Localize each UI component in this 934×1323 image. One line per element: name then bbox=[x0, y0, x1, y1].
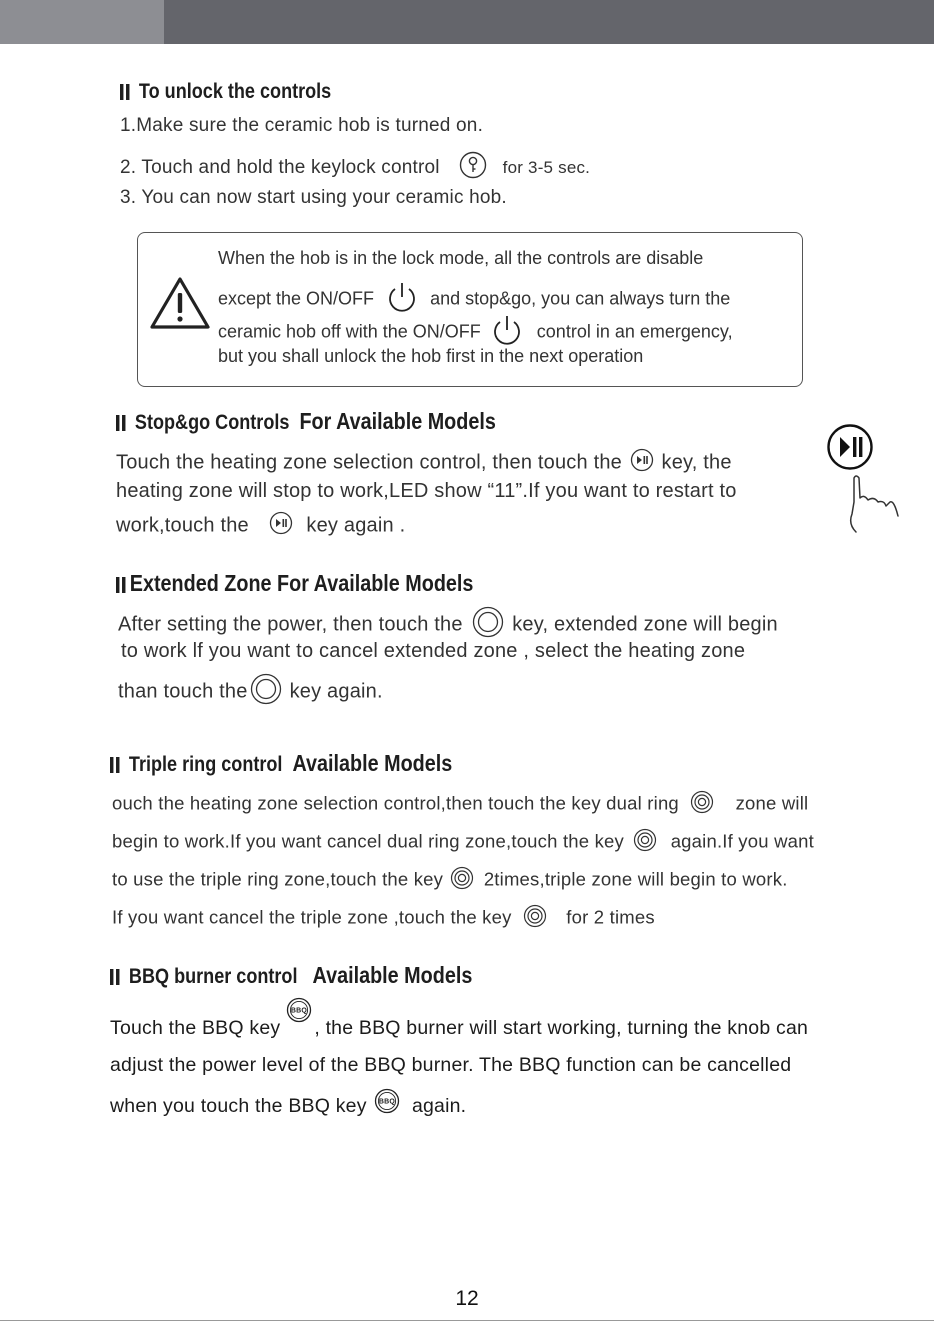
stopgo-line-3: work,touch the key again . bbox=[116, 511, 405, 541]
unlock-step-3: 3. You can now start using your ceramic hob. bbox=[120, 187, 507, 208]
bbq-icon bbox=[374, 1088, 400, 1120]
extended-zone-icon bbox=[472, 606, 504, 644]
extended-line-2: to work lf you want to cancel extended zone , select the heating zone bbox=[121, 640, 746, 662]
stopgo-line-2: heating zone will stop to work,LED show “11”.If you want to restart to bbox=[116, 480, 737, 502]
dual-ring-icon bbox=[450, 866, 474, 895]
play-pause-icon bbox=[630, 448, 654, 478]
heading-bars bbox=[120, 80, 132, 104]
triple-line-2: begin to work.If you want cancel dual ring zone,touch the key again.If you want bbox=[112, 828, 814, 857]
header-tab bbox=[0, 0, 164, 44]
finger-touch-icon bbox=[846, 472, 902, 541]
triple-line-4: If you want cancel the triple zone ,touch the key for 2 times bbox=[112, 904, 655, 933]
extended-line-3: than touch the key again. bbox=[118, 673, 383, 711]
dual-ring-icon bbox=[690, 790, 714, 819]
stopgo-line-1: Touch the heating zone selection control, then touch the key, the bbox=[116, 448, 732, 478]
page-number: 12 bbox=[455, 1287, 479, 1310]
warning-line-4: but you shall unlock the hob first in the next operation bbox=[218, 346, 644, 366]
warning-line-2: except the ON/OFF and stop&go, you can always turn the bbox=[218, 280, 730, 319]
svg-text:BBQ: BBQ bbox=[379, 1098, 396, 1106]
heading-bars bbox=[116, 570, 128, 597]
warning-icon bbox=[148, 275, 212, 336]
key-icon bbox=[459, 151, 487, 185]
unlock-heading: To unlock the controls bbox=[120, 80, 331, 104]
warning-line-1: When the hob is in the lock mode, all the controls are disable bbox=[218, 248, 704, 268]
unlock-step-1: 1.Make sure the ceramic hob is turned on. bbox=[120, 115, 484, 136]
triple-line-3: to use the triple ring zone,touch the key 2times,triple zone will begin to work. bbox=[112, 866, 788, 895]
bbq-line-1: Touch the BBQ key BBQ , the BBQ burner will start working, turning the knob can bbox=[110, 1017, 808, 1040]
bbq-icon bbox=[286, 997, 312, 1029]
heading-bars bbox=[116, 411, 128, 435]
triple-heading: Triple ring control Available Models bbox=[110, 750, 452, 777]
bbq-line-3: when you touch the BBQ key BBQ again. bbox=[110, 1091, 466, 1123]
triple-line-1: ouch the heating zone selection control,then touch the key dual ring zone will bbox=[112, 790, 808, 819]
heading-bars bbox=[110, 965, 122, 989]
bottom-divider bbox=[0, 1320, 934, 1321]
bbq-heading: BBQ burner control Available Models bbox=[110, 962, 472, 989]
dual-ring-icon bbox=[633, 828, 657, 857]
stopgo-heading: Stop&go Controls For Available Models bbox=[116, 408, 496, 435]
unlock-step-2: 2. Touch and hold the keylock control for 3-5 sec. bbox=[120, 151, 590, 185]
dual-ring-icon bbox=[523, 904, 547, 933]
extended-heading: Extended Zone For Available Models bbox=[116, 570, 473, 597]
warning-line-3: ceramic hob off with the ON/OFF control in an emergency, bbox=[218, 313, 733, 352]
bbq-line-2: adjust the power level of the BBQ burner. The BBQ function can be cancelled bbox=[110, 1054, 792, 1076]
play-pause-icon bbox=[269, 511, 293, 541]
play-pause-icon bbox=[826, 423, 874, 476]
svg-text:BBQ: BBQ bbox=[291, 1007, 308, 1015]
extended-zone-icon bbox=[250, 673, 282, 711]
extended-line-1: After setting the power, then touch the key, extended zone will begin bbox=[118, 606, 778, 644]
heading-bars bbox=[110, 753, 122, 777]
